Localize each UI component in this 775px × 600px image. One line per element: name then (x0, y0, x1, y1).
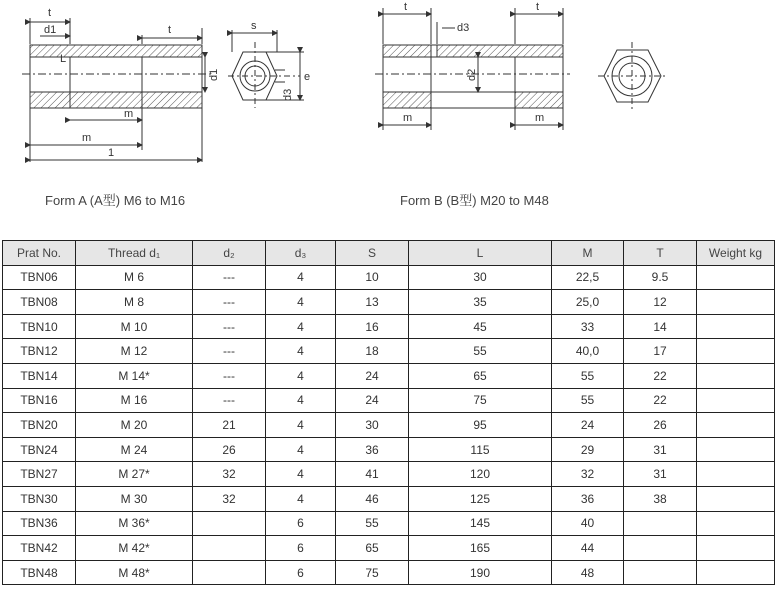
form-a-m-bottom-label: m (82, 132, 92, 144)
table-cell: M 14* (76, 363, 193, 388)
form-a-L-label: L (60, 53, 67, 65)
table-cell: 14 (624, 314, 697, 339)
table-row (3, 511, 775, 536)
table-cell: 29 (552, 437, 624, 462)
table-cell: TBN20 (3, 413, 76, 438)
table-cell: 190 (409, 560, 552, 585)
form-a-s-label: s (251, 20, 257, 32)
table-cell: 75 (336, 560, 409, 585)
table-row (3, 560, 775, 585)
table-cell: 46 (336, 486, 409, 511)
table-cell (697, 437, 775, 462)
table-cell: 9.5 (624, 265, 697, 290)
table-row (3, 388, 775, 413)
column-header: L (409, 241, 552, 266)
table-row (3, 290, 775, 315)
form-b-d2-label: d2 (466, 68, 478, 81)
table-cell (697, 511, 775, 536)
table-cell: 4 (266, 265, 336, 290)
table-cell: --- (193, 388, 266, 413)
table-cell: TBN36 (3, 511, 76, 536)
table-cell: 32 (193, 462, 266, 487)
table-cell: 4 (266, 290, 336, 315)
table-cell: 17 (624, 339, 697, 364)
table-cell: 120 (409, 462, 552, 487)
table-cell: TBN08 (3, 290, 76, 315)
table-cell: TBN10 (3, 314, 76, 339)
table-cell: 25,0 (552, 290, 624, 315)
table-cell: 32 (552, 462, 624, 487)
form-b-d3-label: d3 (457, 22, 470, 34)
table-cell: 65 (336, 536, 409, 561)
table-header-row (3, 241, 775, 266)
table-cell: M 48* (76, 560, 193, 585)
table-cell: 12 (624, 290, 697, 315)
form-a-caption: Form A (A型) M6 to M16 (45, 193, 186, 208)
table-cell: M 27* (76, 462, 193, 487)
table-cell (697, 413, 775, 438)
form-a-t-left-label: t (48, 7, 52, 19)
table-cell: 30 (409, 265, 552, 290)
table-cell: 38 (624, 486, 697, 511)
table-cell: 55 (336, 511, 409, 536)
table-cell: 45 (409, 314, 552, 339)
table-cell: 26 (624, 413, 697, 438)
table-cell: --- (193, 339, 266, 364)
table-cell (697, 265, 775, 290)
form-b-t-right-label: t (536, 1, 540, 13)
table-cell: M 6 (76, 265, 193, 290)
table-cell: M 10 (76, 314, 193, 339)
column-header: T (624, 241, 697, 266)
table-cell: TBN24 (3, 437, 76, 462)
table-cell: 31 (624, 437, 697, 462)
table-cell: TBN42 (3, 536, 76, 561)
table-cell: 55 (552, 363, 624, 388)
table-cell: 6 (266, 536, 336, 561)
table-cell: TBN16 (3, 388, 76, 413)
table-cell: M 20 (76, 413, 193, 438)
table-cell: 10 (336, 265, 409, 290)
table-cell: 125 (409, 486, 552, 511)
table-row (3, 265, 775, 290)
table-cell: 41 (336, 462, 409, 487)
form-a-d3-label: d3 (282, 88, 294, 101)
table-row (3, 462, 775, 487)
table-cell (697, 388, 775, 413)
table-cell (193, 536, 266, 561)
form-b-m-left-label: m (403, 112, 413, 124)
table-cell: 36 (552, 486, 624, 511)
table-cell: 35 (409, 290, 552, 315)
column-header: d₂ (193, 241, 266, 266)
table-cell: M 12 (76, 339, 193, 364)
column-header: d₃ (266, 241, 336, 266)
table-cell: 24 (336, 388, 409, 413)
form-a-side-view (22, 18, 212, 162)
table-cell (193, 511, 266, 536)
form-b-caption: Form B (B型) M20 to M48 (400, 193, 549, 208)
table-cell (697, 560, 775, 585)
table-cell: TBN14 (3, 363, 76, 388)
table-cell: 18 (336, 339, 409, 364)
table-cell: --- (193, 265, 266, 290)
table-cell (697, 536, 775, 561)
table-row (3, 314, 775, 339)
table-cell: 13 (336, 290, 409, 315)
table-cell: 44 (552, 536, 624, 561)
column-header: Prat No. (3, 241, 76, 266)
table-cell (697, 462, 775, 487)
table-cell (624, 560, 697, 585)
table-cell: 75 (409, 388, 552, 413)
table-cell: --- (193, 290, 266, 315)
table-cell: 145 (409, 511, 552, 536)
table-cell: TBN30 (3, 486, 76, 511)
table-cell: 115 (409, 437, 552, 462)
table-cell: 22,5 (552, 265, 624, 290)
table-cell: 26 (193, 437, 266, 462)
table-cell: --- (193, 363, 266, 388)
table-cell: 40 (552, 511, 624, 536)
form-a-d1-top-label: d1 (44, 24, 57, 36)
table-cell: 65 (409, 363, 552, 388)
table-cell: 30 (336, 413, 409, 438)
table-cell: 4 (266, 388, 336, 413)
table-cell: 22 (624, 388, 697, 413)
table-cell: --- (193, 314, 266, 339)
table-body (3, 265, 775, 585)
table-row (3, 536, 775, 561)
form-a-m-inner-label: m (124, 108, 134, 120)
table-cell: 4 (266, 413, 336, 438)
table-cell: M 16 (76, 388, 193, 413)
table-cell: M 36* (76, 511, 193, 536)
table-cell: 4 (266, 486, 336, 511)
table-row (3, 413, 775, 438)
table-cell: 22 (624, 363, 697, 388)
table-cell: 4 (266, 363, 336, 388)
table-cell: 55 (409, 339, 552, 364)
form-b-m-right-label: m (535, 112, 545, 124)
form-b-end-view (598, 42, 668, 110)
table-row (3, 437, 775, 462)
form-a-t-right-label: t (168, 24, 172, 36)
table-cell: 55 (552, 388, 624, 413)
table-cell: 36 (336, 437, 409, 462)
table-cell: 4 (266, 462, 336, 487)
table-cell: M 8 (76, 290, 193, 315)
column-header: M (552, 241, 624, 266)
table-cell (624, 536, 697, 561)
form-a-d1-side-label: d1 (208, 68, 220, 81)
table-cell: 40,0 (552, 339, 624, 364)
form-b-t-left-label: t (404, 1, 408, 13)
form-a-l-total-label: 1 (108, 147, 115, 159)
table-cell: M 24 (76, 437, 193, 462)
table-cell (697, 486, 775, 511)
table-row (3, 339, 775, 364)
table-cell: 48 (552, 560, 624, 585)
table-row (3, 486, 775, 511)
table-cell: 4 (266, 314, 336, 339)
table-cell (697, 314, 775, 339)
table-cell (697, 339, 775, 364)
table-cell (624, 511, 697, 536)
table-cell: 21 (193, 413, 266, 438)
table-cell: M 42* (76, 536, 193, 561)
table-cell: 95 (409, 413, 552, 438)
table-cell: 24 (552, 413, 624, 438)
column-header: Weight kg (697, 241, 775, 266)
table-cell: TBN06 (3, 265, 76, 290)
table-cell (697, 290, 775, 315)
form-a-e-label: e (304, 71, 311, 83)
table-cell: 6 (266, 511, 336, 536)
table-cell: 165 (409, 536, 552, 561)
column-header: Thread d₁ (76, 241, 193, 266)
table-cell: 6 (266, 560, 336, 585)
table-cell: 33 (552, 314, 624, 339)
table-row (3, 363, 775, 388)
table-cell: M 30 (76, 486, 193, 511)
dimension-table (2, 240, 775, 585)
table-cell (697, 363, 775, 388)
table-cell: TBN48 (3, 560, 76, 585)
table-cell: 32 (193, 486, 266, 511)
table-cell: TBN27 (3, 462, 76, 487)
table-cell: 4 (266, 437, 336, 462)
table-cell (193, 560, 266, 585)
table-cell: TBN12 (3, 339, 76, 364)
table-cell: 16 (336, 314, 409, 339)
table-cell: 4 (266, 339, 336, 364)
table-cell: 24 (336, 363, 409, 388)
table-cell: 31 (624, 462, 697, 487)
column-header: S (336, 241, 409, 266)
